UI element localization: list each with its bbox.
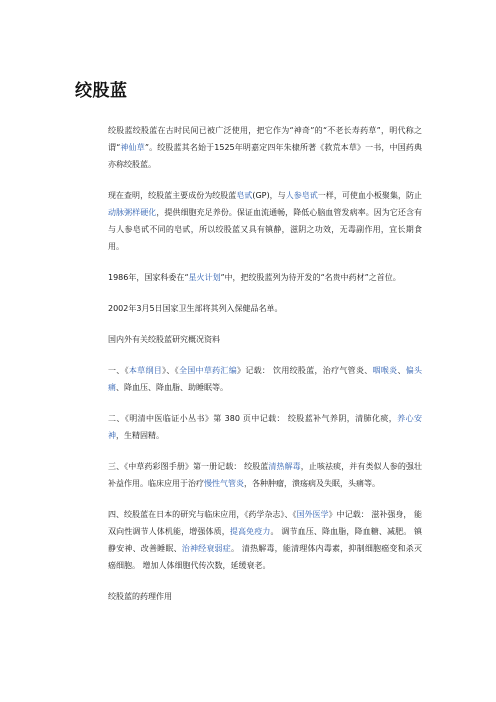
paragraph (108, 331, 422, 348)
paragraph-text: 绞股蓝绞股蓝在古时民间已被广泛使用，把它作为“神奇”的“不老长寿药草”，明代称之谓“ (108, 126, 422, 152)
text-link[interactable]: 偏头痛 (108, 366, 423, 392)
paragraph-text: 》、《 (162, 366, 179, 375)
paragraph-text: 、降血压、降血脂、助睡眠等。 (116, 383, 228, 392)
paragraph-text: 三、《中草药彩图手册》第一册记载： 绞股蓝 (108, 462, 269, 471)
paragraph-text: ，生精固精。 (116, 431, 164, 440)
article-body (108, 122, 422, 619)
text-link[interactable]: 本草纲目 (128, 366, 163, 375)
paragraph-text: 一、《 (108, 366, 129, 375)
text-link[interactable]: 清热解毒 (268, 462, 301, 471)
text-link[interactable]: 星火计划 (188, 273, 221, 282)
number-text: 1525 (214, 143, 235, 152)
paragraph-text: ( (252, 191, 256, 200)
text-link[interactable]: 咽喉炎 (372, 366, 398, 375)
paragraph-text: 国内外有关绞股蓝研究概况资料 (108, 335, 220, 344)
paragraph (108, 410, 422, 444)
number-text: 3 (136, 304, 142, 313)
paragraph (108, 122, 422, 173)
paragraph-text: 》中记载： 滋补强身， 能双向性调节人体机能，增强体质， (108, 510, 423, 536)
number-text: GP (255, 191, 267, 200)
paragraph-text: ”中，把绞股蓝列为待开发的“名贵中药材”之首位。 (220, 273, 401, 282)
text-link[interactable]: 神仙草 (120, 143, 145, 152)
paragraph-text: 绞股蓝的药理作用 (108, 592, 172, 601)
paragraph (108, 362, 422, 396)
paragraph-text: 日国家卫生部将其列入保健品名单。 (154, 304, 283, 313)
text-link[interactable]: 人参皂甙 (285, 191, 318, 200)
paragraph-text: ，止咳祛痰，并有类似人参的强壮补益作用。临床应用于治疗 (108, 462, 423, 488)
text-link[interactable]: 全国中草药汇编 (178, 366, 238, 375)
paragraph (108, 506, 422, 574)
paragraph-text: 。 调节血压、降血脂，降血糖、减肥。 镇静安神、改善睡眠、 (108, 527, 423, 553)
number-text: 1986 (108, 273, 129, 282)
paragraph (108, 269, 422, 286)
text-link[interactable]: 国外医学 (296, 510, 329, 519)
paragraph-text: 四、绞股蓝在日本的研究与临床应用，《药学杂志》、《 (108, 510, 297, 519)
paragraph-text: 。 清热解毒，能清理体内毒素，抑制细胞癌变和杀灭癌细胞。 增加人体细胞代传次数，延缓衰老。 (108, 544, 423, 570)
text-link[interactable]: 养心安神 (108, 414, 422, 440)
paragraph-text: )，与 (266, 191, 286, 200)
page-title: 绞股蓝 (75, 81, 128, 101)
text-link[interactable]: 提高免疫力 (229, 527, 271, 536)
paragraph-text: ，各种肿瘤，溃疡病及失眠，头痛等。 (244, 479, 380, 488)
paragraph-text: 、 (397, 366, 406, 375)
paragraph-text: ，提供细胞充足养份。保证血流通畅，降低心脑血管发病率。因为它还含有与人参皂甙不同的皂甙，所以绞股蓝又具有镇静，滋阴之功效，无毒副作用，宜长期食用。 (108, 208, 423, 251)
paragraph-text: ”。绞股蓝其名始于 (144, 143, 215, 152)
paragraph (108, 458, 422, 492)
paragraph-text: 年，国家科委在“ (128, 273, 189, 282)
paragraph (108, 588, 422, 605)
number-text: 380 (224, 414, 240, 423)
paragraph (108, 187, 422, 255)
number-text: 5 (149, 304, 155, 313)
paragraph-text: 年 (128, 304, 137, 313)
paragraph-text: 现在查明，绞股蓝主要成份为绞股蓝 (108, 191, 237, 200)
text-link[interactable]: 动脉粥样硬化 (108, 208, 157, 217)
paragraph-text: 年明嘉定四年朱棣所著《救荒本草》一书，中国药典亦称绞股蓝。 (108, 143, 423, 169)
paragraph-text: 二、《明清中医临证小丛书》第 (108, 414, 225, 423)
paragraph-text: 一样，可使血小板聚集，防止 (317, 191, 423, 200)
paragraph-text: 页中记载： 绞股蓝补气养阴，清肺化痰， (239, 414, 398, 423)
text-link[interactable]: 慢性气管炎 (204, 479, 244, 488)
text-link[interactable]: 治神经衰弱症 (181, 544, 231, 553)
paragraph-text: 》记载： 饮用绞股蓝，治疗气管炎、 (237, 366, 373, 375)
number-text: 2002 (108, 304, 129, 313)
paragraph (108, 300, 422, 317)
text-link[interactable]: 皂甙 (236, 191, 253, 200)
paragraph-text: 月 (141, 304, 150, 313)
